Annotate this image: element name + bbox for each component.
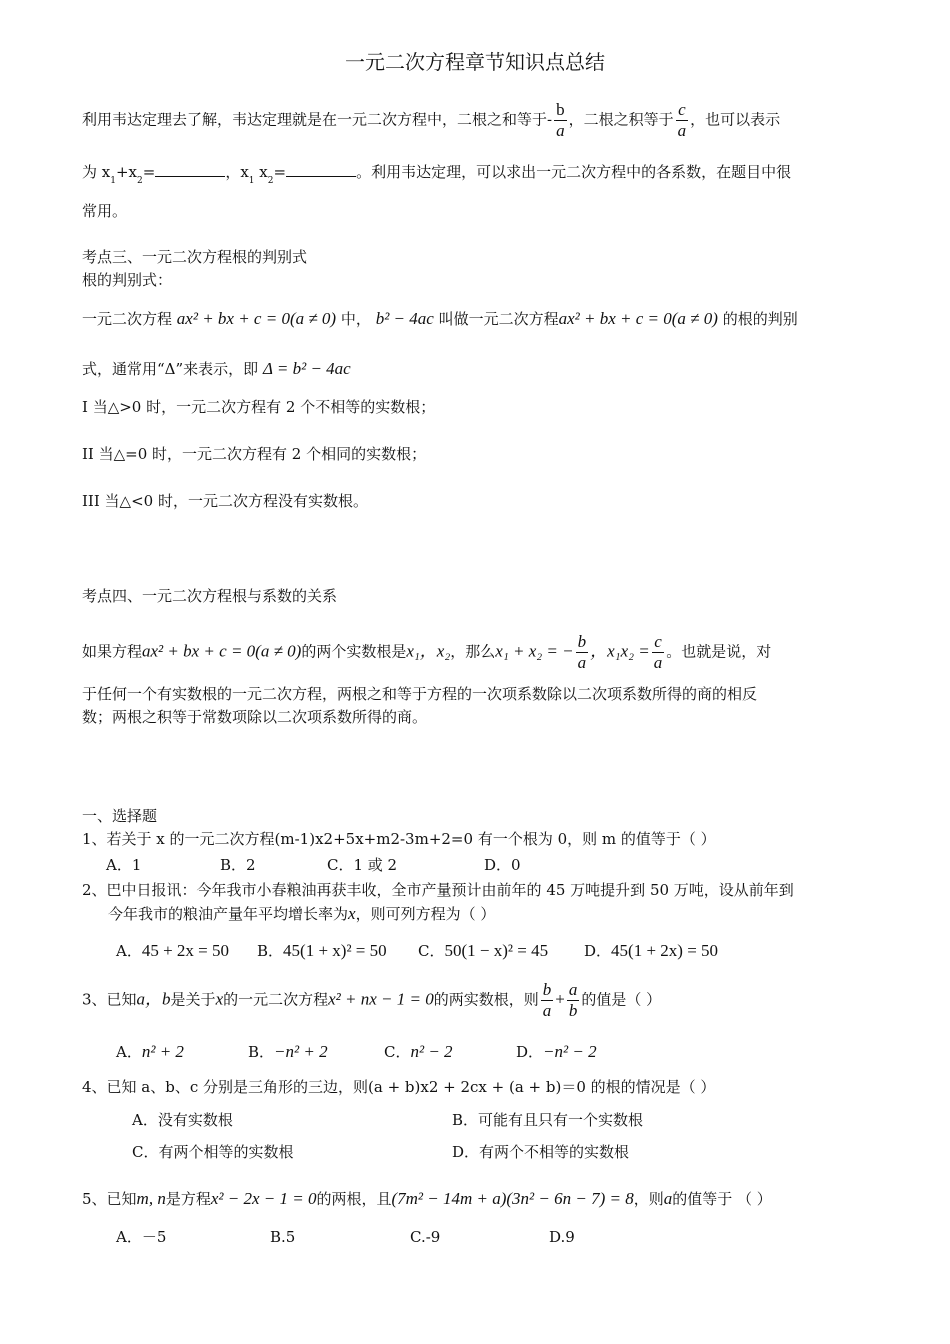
q4-option-d[interactable]: D．有两个不相等的实数根 [452, 1143, 630, 1161]
vieta-text-3: ，也可以表示 [690, 110, 781, 129]
q3-option-a[interactable] [116, 1042, 184, 1062]
q3-option-b[interactable] [248, 1042, 328, 1062]
q1-option-d[interactable]: D．0 [484, 856, 521, 874]
q2-option-b-label: B． [257, 942, 284, 960]
q3-c: 的一元二次方程 [223, 990, 329, 1009]
q1-option-c[interactable]: C．1 或 2 [327, 856, 398, 874]
q1-option-b[interactable]: B．2 [220, 856, 256, 874]
kp3-d1-c: 叫做一元二次方程 [438, 310, 559, 328]
case-zero: II 当△=0 时，一元二次方程有 2 个相同的实数根； [82, 445, 427, 463]
q2-option-d-expr: 45(1 + 2x) = 50 [611, 941, 719, 960]
kp3-d1-d: 的根的判别 [722, 310, 798, 328]
q1-option-a[interactable]: A．1 [106, 856, 142, 874]
q3-e: 的值是（ ） [581, 990, 662, 1009]
q3-b: 是关于 [170, 990, 216, 1009]
delta-formula: Δ = b² − 4ac [262, 359, 351, 378]
q3-x: x [215, 989, 224, 1009]
q5-equation-2: (7m² − 14m + a)(3n² − 6n − 7) = 8 [391, 1189, 634, 1208]
q3-option-c[interactable] [384, 1042, 453, 1062]
kp3-d1-a: 一元二次方程 [82, 310, 173, 328]
q3-plus: + [555, 989, 565, 1009]
kp4-l1-b: 的两个实数根是 [301, 642, 407, 661]
kp3-definition-line-1 [82, 309, 798, 329]
q5-option-a[interactable]: A．－5 [116, 1228, 167, 1246]
question-3 [82, 980, 661, 1021]
q3-option-a-expr: n² + 2 [141, 1042, 184, 1061]
q3-option-a-label: A． [116, 1043, 142, 1061]
q3-option-d[interactable] [516, 1042, 597, 1062]
q2-text: 今年我市的粮油产量年平均增长率为 [108, 905, 349, 923]
q5-c: 的两根，且 [316, 1190, 392, 1208]
q5-a: 5、已知 [82, 1190, 137, 1208]
kp3-d1-b: 中， [340, 310, 371, 328]
sub-1: 1 [110, 176, 116, 186]
question-4: 4、已知 a、b、c 分别是三角形的三边，则(a + b)x2 + 2cx + (a + b)＝0 的根的情况是（ ） [82, 1078, 716, 1096]
q2-option-c-label: C． [418, 942, 445, 960]
q2-option-c-expr: 50(1 − x)² = 45 [444, 941, 549, 960]
vieta-text-2: ，二根之积等于 [568, 110, 674, 129]
q5-mn: m, n [136, 1189, 166, 1208]
vieta-l2-g: 。利用韦达定理，可以求出一元二次方程中的各系数，在题目中很 [356, 163, 792, 181]
q3-equation: x² + nx − 1 = 0 [328, 989, 434, 1009]
sub-4: 2 [267, 176, 274, 186]
kp4-prod-num: c [652, 632, 665, 653]
answer-blank-product[interactable] [286, 164, 356, 177]
kp4-prod-den: a [653, 653, 663, 672]
q4-option-b[interactable]: B．可能有且只有一个实数根 [452, 1111, 644, 1129]
q3-d: 的两实数根，则 [433, 990, 539, 1009]
q3-option-b-expr: −n² + 2 [274, 1042, 328, 1061]
kp4-product-fraction [652, 632, 665, 673]
q4-option-a[interactable]: A．没有实数根 [132, 1111, 233, 1129]
q3-f1-den: a [542, 1001, 552, 1020]
kp4-equation: ax² + bx + c = 0(a ≠ 0) [142, 641, 302, 661]
case-positive: I 当△>0 时，一元二次方程有 2 个不相等的实数根； [82, 398, 436, 416]
roots-sum-expr: x₁ + x₂ = − [495, 641, 574, 661]
question-1: 1、若关于 x 的一元二次方程(m-1)x2+5x+m2-3m+2=0 有一个根为 0，则 m 的值等于（ ） [82, 830, 716, 848]
sub-2: 2 [137, 176, 143, 186]
vieta-text-1: 利用韦达定理去了解，韦达定理就是在一元二次方程中，二根之和等于- [82, 110, 553, 129]
product-fraction [676, 100, 689, 141]
quadratic-equation: ax² + bx + c = 0(a ≠ 0) [176, 309, 337, 328]
product-numerator: c [676, 100, 689, 121]
q3-fraction-1 [541, 980, 554, 1021]
q2-text-b: ，则可列方程为（ ） [355, 905, 496, 923]
discriminant-expr: b² − 4ac [375, 309, 434, 328]
vieta-l2-e: x [254, 163, 268, 181]
q5-variable: a [663, 1189, 673, 1208]
roots-product-expr: ，x₁x₂ = [590, 641, 650, 661]
kp4-sum-fraction [576, 632, 589, 673]
q2-option-a-expr: 45 + 2x = 50 [141, 941, 230, 960]
question-2-line-2 [108, 904, 495, 924]
kp4-sum-num: b [577, 632, 587, 651]
q5-d: ，则 [633, 1190, 664, 1208]
q4-option-c[interactable]: C．有两个相等的实数根 [132, 1143, 294, 1161]
kp3-heading: 考点三、一元二次方程根的判别式 [82, 248, 308, 266]
sum-fraction [554, 100, 567, 141]
kp4-line-3: 数；两根之积等于常数项除以二次项系数所得的商。 [82, 708, 428, 726]
page-title: 一元二次方程章节知识点总结 [345, 50, 605, 74]
kp4-l1-c: ，那么 [450, 642, 496, 661]
q2-option-c[interactable] [418, 941, 548, 961]
q3-f1-num: b [542, 980, 552, 999]
q3-option-d-expr: −n² − 2 [543, 1042, 597, 1061]
product-denominator: a [677, 121, 687, 140]
q3-f2-num: a [568, 980, 578, 999]
q3-option-c-label: C． [384, 1043, 411, 1061]
kp4-sum-den: a [577, 653, 587, 672]
q2-option-b[interactable] [257, 941, 387, 961]
q2-option-a-label: A． [116, 942, 142, 960]
vieta-line-2 [82, 162, 791, 185]
q3-option-b-label: B． [248, 1043, 275, 1061]
kp4-l1-d: 。也就是说，对 [666, 642, 772, 661]
q5-option-d[interactable]: D.9 [549, 1228, 575, 1246]
kp4-l1-a: 如果方程 [82, 642, 143, 661]
vieta-l2-b: +x [115, 163, 137, 181]
vieta-l2-f: = [273, 163, 287, 181]
q2-option-a[interactable] [116, 941, 229, 961]
q3-option-c-expr: n² − 2 [410, 1042, 453, 1061]
q5-equation: x² − 2x − 1 = 0 [210, 1189, 317, 1208]
sum-denominator: a [556, 121, 565, 140]
kp3-definition-line-2 [82, 359, 351, 379]
answer-blank-sum[interactable] [155, 164, 225, 177]
q3-ab: a，b [136, 989, 171, 1009]
vieta-l2-a: 为 x [82, 163, 111, 181]
question-2-line-1: 2、巴中日报讯：今年我市小春粮油再获丰收，全市产量预计由前年的 45 万吨提升到 50 万吨，设从前年到 [82, 881, 794, 899]
kp4-line-2: 于任何一个有实数根的一元二次方程，两根之和等于方程的一次项系数除以二次项系数所得的商的相反 [82, 685, 758, 703]
kp3-subheading: 根的判别式： [82, 271, 173, 289]
vieta-l2-d: ，x [225, 163, 249, 181]
q3-option-d-label: D． [516, 1043, 544, 1061]
question-5 [82, 1189, 772, 1209]
q3-a: 3、已知 [82, 990, 137, 1009]
q3-fraction-2 [567, 980, 580, 1021]
q2-option-b-expr: 45(1 + x)² = 50 [283, 941, 387, 960]
q5-option-c[interactable]: C.-9 [410, 1228, 441, 1246]
vieta-l2-c: = [142, 163, 156, 181]
vieta-line-3: 常用。 [82, 202, 128, 220]
roots-expr: x₁，x₂ [406, 641, 451, 661]
q5-e: 的值等于 （ ） [672, 1190, 772, 1208]
kp4-heading: 考点四、一元二次方程根与系数的关系 [82, 587, 338, 605]
exercise-section-heading: 一、选择题 [82, 807, 158, 825]
vieta-line-1 [82, 100, 780, 141]
q2-option-d[interactable] [584, 941, 718, 961]
quadratic-equation-2: ax² + bx + c = 0(a ≠ 0) [558, 309, 718, 328]
q5-b: 是方程 [165, 1190, 211, 1208]
kp4-line-1 [82, 632, 771, 673]
q3-f2-den: b [568, 1001, 578, 1020]
q2-variable: x [348, 904, 356, 923]
case-negative: III 当△<0 时，一元二次方程没有实数根。 [82, 492, 368, 510]
q2-option-d-label: D． [584, 942, 612, 960]
kp3-d2-a: 式，通常用“Δ”来表示，即 [82, 360, 259, 378]
sub-3: 1 [248, 176, 255, 186]
q5-option-b[interactable]: B.5 [270, 1228, 296, 1246]
sum-numerator: b [556, 100, 565, 119]
